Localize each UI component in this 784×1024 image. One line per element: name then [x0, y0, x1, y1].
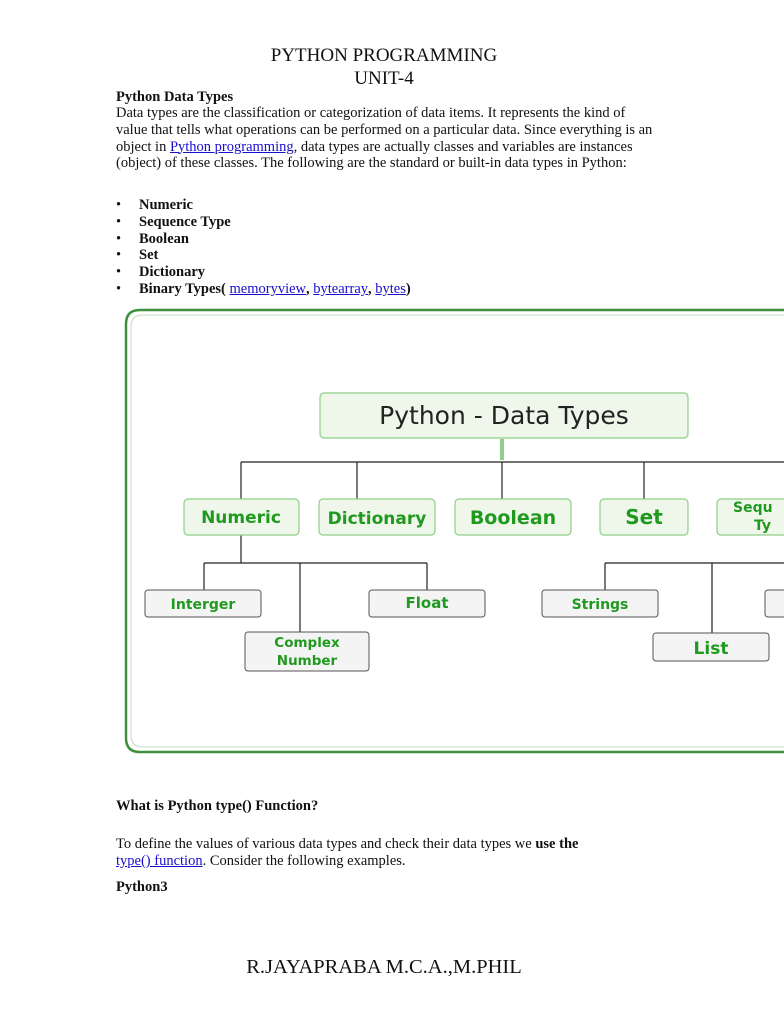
list-item: • Dictionary — [116, 264, 411, 281]
unit-label: UNIT-4 — [354, 68, 414, 89]
intro-text-2: , data types are actually classes and variables are instances (object) of these classes. The following are the standard or built-in data types in Python: — [116, 138, 633, 172]
list-node-label: List — [693, 639, 729, 659]
type-function-paragraph — [116, 836, 616, 870]
data-types-list — [116, 197, 411, 298]
list-item: • Set — [116, 247, 411, 264]
number-node-label: Number — [276, 653, 338, 669]
type-function-question: What is Python type() Function? — [116, 798, 319, 814]
tuple-node-partial — [765, 590, 784, 617]
intro-paragraph — [116, 105, 656, 172]
intro-text-1: Data types are the classification or categorization of data items. It represents the kind of value that tells what operations can be performed on a particular data. Since everything is an object in — [116, 105, 653, 155]
set-node-label: Set — [625, 505, 663, 529]
boolean-node-label: Boolean — [469, 507, 557, 529]
binary-sep: , — [306, 280, 314, 297]
footer-author: R.JAYAPRABA M.C.A.,M.PHIL — [246, 956, 522, 978]
bytes-link[interactable]: bytes — [375, 280, 406, 297]
def-bold: use the — [535, 836, 579, 852]
integer-node-label: Interger — [170, 597, 236, 613]
python-programming-link[interactable]: Python programming — [169, 138, 294, 155]
binary-prefix: Binary Types( — [139, 280, 226, 297]
complex-node-label: Complex — [274, 635, 340, 651]
list-item: • Sequence Type — [116, 214, 411, 231]
memoryview-link[interactable]: memoryview — [229, 280, 307, 297]
numeric-node-label: Numeric — [201, 508, 281, 528]
data-types-diagram — [124, 308, 784, 754]
sequence-node-label-1: Sequ — [733, 500, 773, 516]
binary-sep: , — [368, 280, 376, 297]
sequence-node-label-2: Ty — [754, 518, 772, 534]
connectors — [204, 462, 784, 633]
python3-label: Python3 — [116, 879, 168, 895]
document-title: PYTHON PROGRAMMING — [270, 45, 498, 66]
float-node-label: Float — [405, 594, 449, 612]
list-item: • Numeric — [116, 197, 411, 214]
def-text-1: To define the values of various data types and check their data types we — [116, 836, 536, 852]
list-item: • Boolean — [116, 231, 411, 248]
dictionary-node-label: Dictionary — [327, 509, 427, 529]
section-heading: Python Data Types — [116, 89, 234, 105]
bytearray-link[interactable]: bytearray — [313, 280, 369, 297]
root-node-label: Python - Data Types — [379, 401, 629, 430]
type-function-link[interactable]: type() function — [116, 852, 203, 869]
list-item-binary — [116, 281, 411, 298]
def-text-2: . Consider the following examples. — [202, 852, 406, 869]
strings-node-label: Strings — [571, 597, 629, 613]
binary-suffix: ) — [405, 280, 411, 297]
